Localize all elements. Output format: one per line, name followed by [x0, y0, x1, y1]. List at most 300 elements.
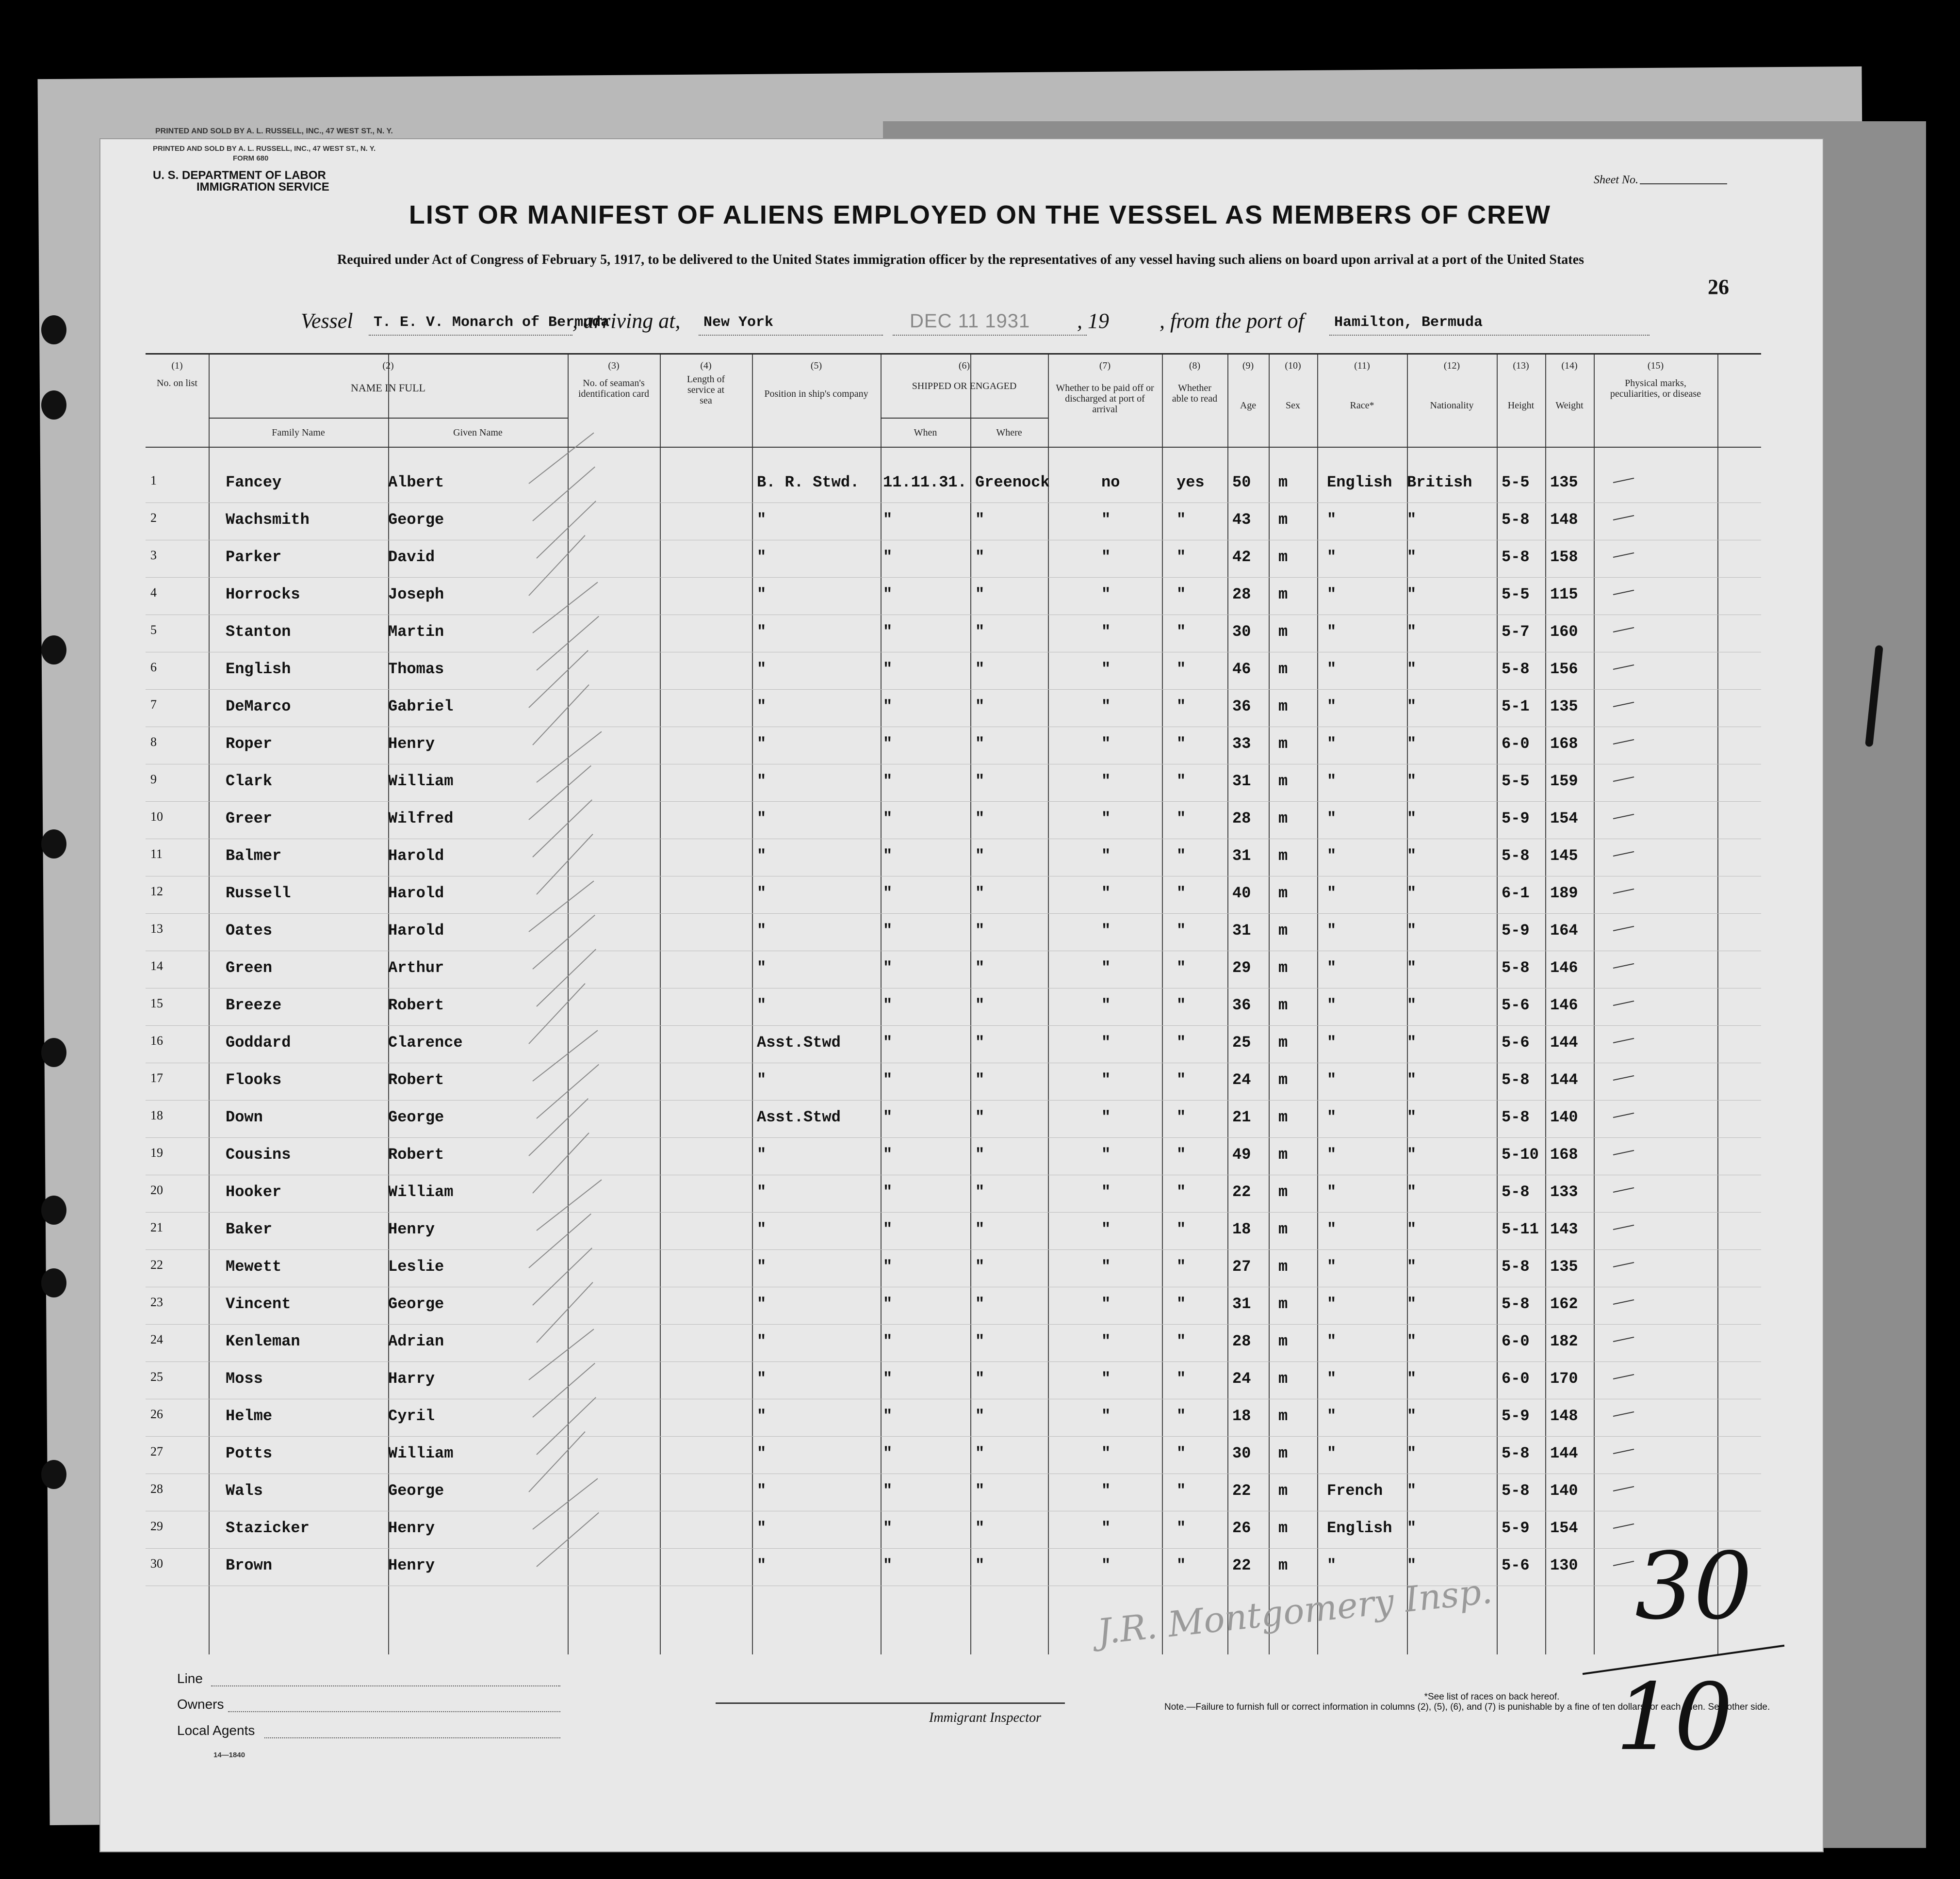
cell-where: " — [975, 1444, 985, 1462]
cell-weight: 143 — [1550, 1220, 1578, 1238]
cell-sex: m — [1278, 697, 1288, 715]
cell-nationality: " — [1407, 660, 1417, 678]
cell-given: Leslie — [388, 1258, 444, 1276]
cell-age: 24 — [1232, 1071, 1251, 1089]
cell-age: 26 — [1232, 1519, 1251, 1537]
cell-when: " — [883, 1220, 893, 1238]
cell-nationality: " — [1407, 1444, 1417, 1462]
cell-when: " — [883, 585, 893, 603]
cell-position: " — [757, 1556, 767, 1574]
cell-weight: 140 — [1550, 1482, 1578, 1500]
col7-header — [1048, 360, 1162, 415]
cell-weight: 154 — [1550, 810, 1578, 827]
cell-position: " — [757, 585, 767, 603]
table-row — [146, 1548, 1761, 1586]
cell-position: " — [757, 1482, 767, 1500]
cell-paid: " — [1101, 847, 1111, 865]
cell-where: " — [975, 548, 985, 566]
cell-given: Clarence — [388, 1034, 463, 1052]
cell-no: 12 — [150, 884, 163, 898]
cell-height: 5-8 — [1502, 1183, 1530, 1201]
binder-hole — [41, 1196, 66, 1225]
cell-where: " — [975, 660, 985, 678]
cell-race: " — [1327, 1444, 1337, 1462]
col5-header — [752, 360, 881, 399]
binder-hole — [41, 829, 66, 859]
cell-weight: 148 — [1550, 511, 1578, 529]
cell-read: " — [1176, 585, 1186, 603]
col15-header — [1594, 360, 1717, 399]
cell-when: " — [883, 1258, 893, 1276]
cell-sex: m — [1278, 1556, 1288, 1574]
col7-number: (7) — [1099, 360, 1111, 371]
cell-read: " — [1176, 1183, 1186, 1201]
cell-position: " — [757, 1295, 767, 1313]
cell-no: 21 — [150, 1220, 163, 1234]
cell-where: " — [975, 1071, 985, 1089]
cell-when: " — [883, 1482, 893, 1500]
cell-height: 6-1 — [1502, 884, 1530, 902]
cell-read: " — [1176, 548, 1186, 566]
cell-race: " — [1327, 1556, 1337, 1574]
cell-race: French — [1327, 1482, 1383, 1500]
cell-given: Henry — [388, 1519, 435, 1537]
cell-no: 24 — [150, 1332, 163, 1346]
cell-sex: m — [1278, 1407, 1288, 1425]
cell-sex: m — [1278, 1071, 1288, 1089]
date-stamp: DEC 11 1931 — [910, 310, 1030, 332]
cell-height: 5-6 — [1502, 1034, 1530, 1052]
arriving-label: , arriving at, — [572, 309, 681, 333]
cell-age: 28 — [1232, 1332, 1251, 1350]
cell-position: " — [757, 810, 767, 827]
cell-position: " — [757, 1370, 767, 1388]
form-code: 14—1840 — [213, 1751, 245, 1759]
cell-when: " — [883, 660, 893, 678]
cell-family: DeMarco — [226, 697, 291, 715]
cell-race: " — [1327, 585, 1337, 603]
col9-label: Age — [1240, 400, 1257, 411]
col12-number: (12) — [1443, 360, 1460, 371]
cell-family: Stazicker — [226, 1519, 310, 1537]
col5-label: Position in ship's company — [764, 389, 868, 399]
cell-weight: 164 — [1550, 922, 1578, 940]
cell-age: 36 — [1232, 996, 1251, 1014]
cell-family: Breeze — [226, 996, 282, 1014]
col8-number: (8) — [1189, 360, 1201, 371]
cell-no: 25 — [150, 1370, 163, 1384]
handwritten-total-30: 30 — [1635, 1533, 1752, 1640]
cell-height: 5-5 — [1502, 772, 1530, 790]
cell-weight: 146 — [1550, 996, 1578, 1014]
cell-family: English — [226, 660, 291, 678]
cell-where: " — [975, 1332, 985, 1350]
cell-when: " — [883, 1407, 893, 1425]
cell-position: " — [757, 959, 767, 977]
cell-family: Moss — [226, 1370, 263, 1388]
handwritten-total-10: 10 — [1616, 1664, 1733, 1771]
cell-nationality: " — [1407, 922, 1417, 940]
cell-race: " — [1327, 1258, 1337, 1276]
table-row — [146, 838, 1761, 876]
cell-where: " — [975, 585, 985, 603]
cell-race: " — [1327, 884, 1337, 902]
table-row — [146, 1286, 1761, 1325]
cell-weight: 154 — [1550, 1519, 1578, 1537]
cell-no: 5 — [150, 623, 157, 637]
cell-no: 6 — [150, 660, 157, 674]
cell-height: 5-9 — [1502, 810, 1530, 827]
cell-age: 46 — [1232, 660, 1251, 678]
agents-underline — [264, 1737, 560, 1738]
service-name: IMMIGRATION SERVICE — [196, 180, 329, 194]
table-row — [146, 502, 1761, 540]
cell-nationality: " — [1407, 1370, 1417, 1388]
cell-given: George — [388, 1108, 444, 1126]
cell-age: 21 — [1232, 1108, 1251, 1126]
printer-line: PRINTED AND SOLD BY A. L. RUSSELL, INC., 47 WEST ST., N. Y. — [153, 145, 376, 153]
col3-header — [568, 360, 660, 399]
cell-paid: " — [1101, 884, 1111, 902]
col6b-header: Where — [996, 427, 1022, 438]
cell-read: " — [1176, 511, 1186, 529]
cell-position: " — [757, 847, 767, 865]
cell-position: " — [757, 772, 767, 790]
cell-paid: " — [1101, 511, 1111, 529]
cell-sex: m — [1278, 1332, 1288, 1350]
cell-when: " — [883, 697, 893, 715]
cell-nationality: " — [1407, 1220, 1417, 1238]
cell-given: Robert — [388, 1071, 444, 1089]
cell-where: " — [975, 735, 985, 753]
cell-given: Joseph — [388, 585, 444, 603]
cell-age: 29 — [1232, 959, 1251, 977]
table-row — [146, 1174, 1761, 1213]
cell-race: " — [1327, 1370, 1337, 1388]
cell-nationality: " — [1407, 1258, 1417, 1276]
cell-position: " — [757, 1258, 767, 1276]
cell-no: 16 — [150, 1034, 163, 1048]
cell-read: " — [1176, 1556, 1186, 1574]
binder-hole — [41, 1268, 66, 1297]
cell-age: 24 — [1232, 1370, 1251, 1388]
cell-when: " — [883, 1556, 893, 1574]
cell-given: David — [388, 548, 435, 566]
name-subheader-line — [209, 418, 568, 419]
cell-read: " — [1176, 996, 1186, 1014]
cell-race: " — [1327, 1332, 1337, 1350]
table-row — [146, 614, 1761, 652]
table-row — [146, 726, 1761, 764]
vessel-label: Vessel — [301, 309, 353, 333]
cell-paid: " — [1101, 1071, 1111, 1089]
table-row — [146, 689, 1761, 727]
cell-sex: m — [1278, 1444, 1288, 1462]
cell-read: " — [1176, 1295, 1186, 1313]
cell-when: " — [883, 1108, 893, 1126]
cell-paid: " — [1101, 1370, 1111, 1388]
cell-nationality: " — [1407, 1556, 1417, 1574]
cell-height: 6-0 — [1502, 735, 1530, 753]
cell-where: " — [975, 810, 985, 827]
form-number: FORM 680 — [233, 154, 269, 162]
cell-when: " — [883, 1444, 893, 1462]
cell-read: " — [1176, 735, 1186, 753]
cell-no: 1 — [150, 473, 157, 487]
cell-weight: 135 — [1550, 1258, 1578, 1276]
vessel-underline — [369, 335, 572, 336]
cell-given: Harold — [388, 884, 444, 902]
line-underline — [211, 1685, 560, 1686]
cell-no: 11 — [150, 847, 163, 861]
table-row — [146, 1137, 1761, 1175]
cell-nationality: " — [1407, 1034, 1417, 1052]
cell-weight: 159 — [1550, 772, 1578, 790]
cell-position: B. R. Stwd. — [757, 473, 860, 491]
cell-weight: 115 — [1550, 585, 1578, 603]
cell-age: 18 — [1232, 1407, 1251, 1425]
cell-read: " — [1176, 1482, 1186, 1500]
cell-where: " — [975, 996, 985, 1014]
cell-when: " — [883, 1295, 893, 1313]
cell-race: " — [1327, 1183, 1337, 1201]
table-row — [146, 801, 1761, 839]
cell-sex: m — [1278, 1183, 1288, 1201]
cell-age: 31 — [1232, 1295, 1251, 1313]
cell-paid: " — [1101, 1258, 1111, 1276]
cell-sex: m — [1278, 1146, 1288, 1164]
cell-weight: 135 — [1550, 697, 1578, 715]
cell-age: 27 — [1232, 1258, 1251, 1276]
date-underline — [893, 335, 1087, 336]
cell-family: Fancey — [226, 473, 282, 491]
col4-number: (4) — [700, 360, 712, 371]
cell-family: Down — [226, 1108, 263, 1126]
cell-paid: " — [1101, 1034, 1111, 1052]
cell-where: " — [975, 1519, 985, 1537]
cell-race: " — [1327, 548, 1337, 566]
col2-number: (2) — [382, 360, 394, 371]
cell-when: " — [883, 1183, 893, 1201]
col3-label: No. of seaman's identification card — [578, 378, 650, 399]
cell-where: " — [975, 1220, 985, 1238]
cell-given: George — [388, 1482, 444, 1500]
cell-age: 49 — [1232, 1146, 1251, 1164]
cell-nationality: " — [1407, 884, 1417, 902]
table-row — [146, 913, 1761, 951]
cell-where: " — [975, 1183, 985, 1201]
table-row — [146, 539, 1761, 578]
cell-sex: m — [1278, 1258, 1288, 1276]
col15-number: (15) — [1647, 360, 1664, 371]
cell-family: Russell — [226, 884, 291, 902]
cell-where: " — [975, 959, 985, 977]
cell-when: 11.11.31. — [883, 473, 967, 491]
cell-family: Horrocks — [226, 585, 300, 603]
cell-no: 18 — [150, 1108, 163, 1122]
cell-height: 5-5 — [1502, 585, 1530, 603]
cell-when: " — [883, 1519, 893, 1537]
cell-read: " — [1176, 772, 1186, 790]
cell-given: Henry — [388, 1556, 435, 1574]
table-row — [146, 465, 1761, 503]
cell-read: " — [1176, 1407, 1186, 1425]
cell-position: " — [757, 996, 767, 1014]
cell-where: " — [975, 1295, 985, 1313]
cell-read: " — [1176, 660, 1186, 678]
col8-header — [1162, 360, 1227, 404]
cell-no: 17 — [150, 1071, 163, 1085]
table-row — [146, 763, 1761, 802]
cell-age: 22 — [1232, 1482, 1251, 1500]
cell-where: " — [975, 697, 985, 715]
cell-position: " — [757, 548, 767, 566]
cell-height: 5-8 — [1502, 1108, 1530, 1126]
cell-position: " — [757, 884, 767, 902]
cell-read: " — [1176, 959, 1186, 977]
cell-nationality: " — [1407, 1071, 1417, 1089]
from-port: Hamilton, Bermuda — [1334, 314, 1483, 331]
cell-family: Clark — [226, 772, 273, 790]
cell-paid: " — [1101, 1407, 1111, 1425]
page-title: LIST OR MANIFEST OF ALIENS EMPLOYED ON THE VESSEL AS MEMBERS OF CREW — [408, 200, 1552, 229]
cell-no: 14 — [150, 959, 163, 973]
header-bottom-line — [146, 447, 1761, 448]
cell-family: Mewett — [226, 1258, 282, 1276]
cell-paid: " — [1101, 996, 1111, 1014]
cell-given: Henry — [388, 1220, 435, 1238]
table-row — [146, 1361, 1761, 1399]
cell-race: English — [1327, 1519, 1392, 1537]
owners-underline — [228, 1711, 560, 1712]
cell-sex: m — [1278, 1370, 1288, 1388]
table-row — [146, 1100, 1761, 1138]
cell-race: " — [1327, 772, 1337, 790]
cell-position: " — [757, 1146, 767, 1164]
cell-given: Cyril — [388, 1407, 435, 1425]
cell-height: 5-11 — [1502, 1220, 1539, 1238]
local-agents-label: Local Agents — [177, 1723, 255, 1738]
col10-label: Sex — [1286, 400, 1300, 411]
cell-when: " — [883, 1034, 893, 1052]
cell-family: Green — [226, 959, 273, 977]
col3-number: (3) — [608, 360, 620, 371]
cell-sex: m — [1278, 810, 1288, 827]
cell-race: " — [1327, 1034, 1337, 1052]
col12-header — [1407, 360, 1497, 411]
cell-race: " — [1327, 697, 1337, 715]
cell-weight: 144 — [1550, 1034, 1578, 1052]
col13-header — [1497, 360, 1545, 411]
cell-race: " — [1327, 1407, 1337, 1425]
col2-header — [209, 360, 568, 393]
cell-position: " — [757, 1183, 767, 1201]
cell-where: Greenock — [975, 473, 1050, 491]
cell-sex: m — [1278, 1482, 1288, 1500]
cell-nationality: " — [1407, 1146, 1417, 1164]
cell-paid: " — [1101, 623, 1111, 641]
cell-family: Kenleman — [226, 1332, 300, 1350]
col1-header — [146, 360, 209, 389]
cell-weight: 148 — [1550, 1407, 1578, 1425]
cell-read: " — [1176, 1034, 1186, 1052]
cell-position: " — [757, 1220, 767, 1238]
cell-nationality: " — [1407, 1183, 1417, 1201]
cell-weight: 135 — [1550, 473, 1578, 491]
col14-header — [1545, 360, 1594, 411]
cell-nationality: " — [1407, 810, 1417, 827]
cell-read: " — [1176, 1220, 1186, 1238]
cell-height: 5-8 — [1502, 1295, 1530, 1313]
cell-height: 5-9 — [1502, 1407, 1530, 1425]
cell-read: " — [1176, 623, 1186, 641]
cell-race: " — [1327, 660, 1337, 678]
col2b-header: Given Name — [453, 427, 503, 438]
table-row — [146, 651, 1761, 690]
cell-weight: 182 — [1550, 1332, 1578, 1350]
cell-family: Vincent — [226, 1295, 291, 1313]
cell-sex: m — [1278, 1108, 1288, 1126]
cell-when: " — [883, 1146, 893, 1164]
cell-paid: " — [1101, 585, 1111, 603]
cell-height: 5-1 — [1502, 697, 1530, 715]
cell-age: 50 — [1232, 473, 1251, 491]
cell-when: " — [883, 1071, 893, 1089]
cell-sex: m — [1278, 660, 1288, 678]
cell-height: 5-8 — [1502, 660, 1530, 678]
cell-when: " — [883, 548, 893, 566]
cell-position: " — [757, 1071, 767, 1089]
cell-height: 5-10 — [1502, 1146, 1539, 1164]
col1-number: (1) — [171, 360, 183, 371]
cell-given: William — [388, 1183, 454, 1201]
cell-nationality: " — [1407, 996, 1417, 1014]
cell-nationality: " — [1407, 1332, 1417, 1350]
cell-paid: " — [1101, 1519, 1111, 1537]
table-row — [146, 1473, 1761, 1511]
cell-weight: 158 — [1550, 548, 1578, 566]
cell-no: 10 — [150, 810, 163, 824]
cell-read: " — [1176, 1332, 1186, 1350]
cell-paid: " — [1101, 922, 1111, 940]
shipped-subheader-line — [881, 418, 1048, 419]
cell-no: 2 — [150, 511, 157, 525]
cell-weight: 145 — [1550, 847, 1578, 865]
cell-position: " — [757, 1444, 767, 1462]
cell-paid: " — [1101, 1482, 1111, 1500]
cell-weight: 162 — [1550, 1295, 1578, 1313]
cell-family: Flooks — [226, 1071, 282, 1089]
races-note: *See list of races on back hereof. — [1424, 1692, 1560, 1702]
col1-label: No. on list — [157, 378, 197, 389]
cell-age: 40 — [1232, 884, 1251, 902]
col15-label: Physical marks, peculiarities, or disease — [1610, 378, 1701, 399]
cell-read: " — [1176, 697, 1186, 715]
cell-paid: " — [1101, 735, 1111, 753]
printer-line-top: PRINTED AND SOLD BY A. L. RUSSELL, INC., 47 WEST ST., N. Y. — [155, 127, 393, 135]
cell-age: 30 — [1232, 623, 1251, 641]
cell-no: 26 — [150, 1407, 163, 1421]
cell-given: George — [388, 511, 444, 529]
cell-age: 43 — [1232, 511, 1251, 529]
table-row — [146, 1212, 1761, 1250]
cell-age: 36 — [1232, 697, 1251, 715]
cell-age: 18 — [1232, 1220, 1251, 1238]
cell-read: " — [1176, 884, 1186, 902]
cell-when: " — [883, 1370, 893, 1388]
cell-read: " — [1176, 1519, 1186, 1537]
cell-sex: m — [1278, 884, 1288, 902]
